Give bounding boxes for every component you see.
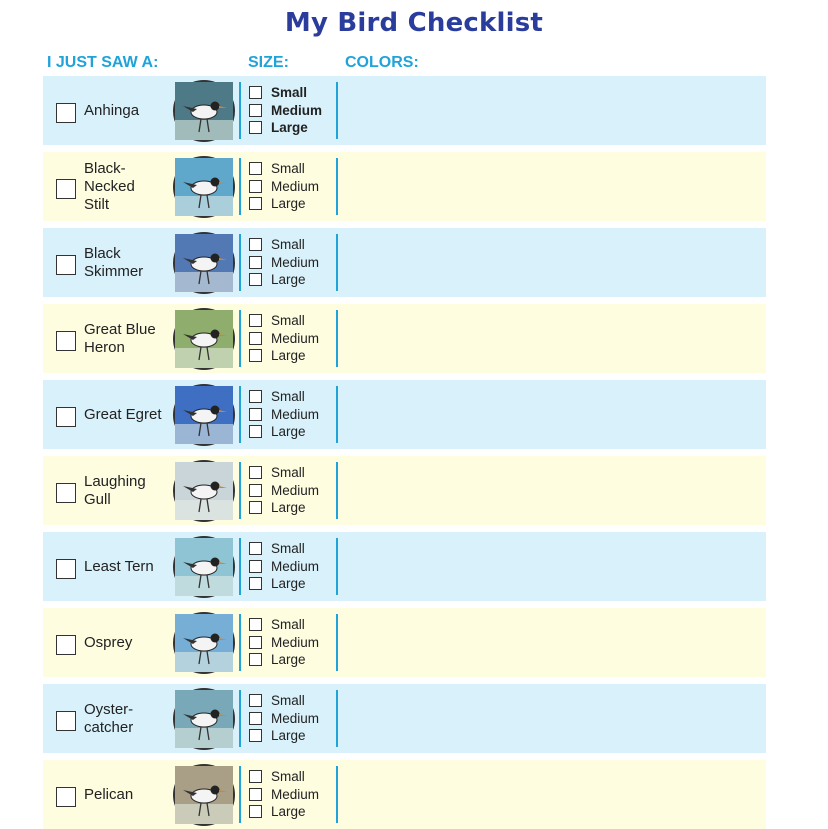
- header-size: SIZE:: [248, 54, 289, 71]
- bird-name: [84, 684, 172, 753]
- size-option-large[interactable]: [249, 727, 319, 745]
- bird-row: [43, 456, 766, 525]
- size-checkbox[interactable]: [249, 314, 262, 327]
- divider: [336, 690, 338, 747]
- black-skimmer-icon: [173, 232, 235, 294]
- bird-name: [84, 532, 172, 601]
- size-option-small[interactable]: [249, 464, 319, 482]
- size-option-small[interactable]: [249, 236, 319, 254]
- size-option-large[interactable]: [249, 347, 319, 365]
- bird-seen-checkbox[interactable]: [56, 179, 76, 199]
- colors-field[interactable]: [343, 456, 763, 525]
- divider: [336, 158, 338, 215]
- size-label: Small: [271, 769, 305, 785]
- size-options: [249, 236, 319, 289]
- size-options: [249, 388, 319, 441]
- size-label: Small: [271, 617, 305, 633]
- size-checkbox[interactable]: [249, 256, 262, 269]
- size-label: Medium: [271, 558, 320, 574]
- size-checkbox[interactable]: [249, 162, 262, 175]
- bird-name-text: Osprey: [84, 633, 133, 651]
- size-checkbox[interactable]: [249, 121, 262, 134]
- bird-row: [43, 152, 766, 221]
- bird-row: [43, 76, 766, 145]
- size-checkbox[interactable]: [249, 238, 262, 251]
- osprey-icon: [173, 612, 235, 674]
- size-label: Small: [271, 237, 305, 253]
- size-option-medium[interactable]: [249, 102, 322, 120]
- size-checkbox[interactable]: [249, 560, 262, 573]
- size-options: [249, 616, 319, 669]
- size-label: Medium: [271, 634, 320, 650]
- size-label: Large: [271, 728, 306, 744]
- size-option-small[interactable]: [249, 692, 319, 710]
- size-checkbox[interactable]: [249, 770, 262, 783]
- divider: [336, 386, 338, 443]
- bird-name-text: Black Skimmer: [84, 244, 144, 280]
- size-label: Large: [271, 196, 306, 212]
- bird-row: [43, 760, 766, 829]
- bird-name: [84, 304, 172, 373]
- bird-row: [43, 304, 766, 373]
- colors-field[interactable]: [343, 608, 763, 677]
- divider: [239, 690, 241, 747]
- size-label: Medium: [271, 102, 323, 118]
- size-label: Small: [271, 693, 305, 709]
- bird-row: [43, 684, 766, 753]
- size-label: Small: [271, 465, 305, 481]
- bird-name: [84, 608, 172, 677]
- size-label: Medium: [271, 254, 320, 270]
- size-label: Small: [271, 541, 305, 557]
- size-option-medium[interactable]: [249, 254, 319, 272]
- divider: [336, 538, 338, 595]
- colors-field[interactable]: [343, 684, 763, 753]
- size-checkbox[interactable]: [249, 712, 262, 725]
- size-options: [249, 160, 319, 213]
- size-option-small[interactable]: [249, 312, 319, 330]
- colors-field[interactable]: [343, 152, 763, 221]
- size-checkbox[interactable]: [249, 501, 262, 514]
- bird-seen-checkbox[interactable]: [56, 483, 76, 503]
- size-label: Small: [271, 161, 305, 177]
- colors-field[interactable]: [343, 76, 763, 145]
- header-colors: COLORS:: [345, 54, 419, 71]
- size-options: [249, 692, 319, 745]
- bird-name-text: Pelican: [84, 785, 134, 803]
- size-label: Large: [271, 272, 306, 288]
- bird-name: [84, 76, 172, 145]
- divider: [239, 386, 241, 443]
- colors-field[interactable]: [343, 228, 763, 297]
- size-label: Large: [271, 576, 306, 592]
- size-option-small[interactable]: [249, 768, 319, 786]
- size-option-small[interactable]: [249, 84, 322, 102]
- divider: [336, 462, 338, 519]
- bird-seen-checkbox[interactable]: [56, 407, 76, 427]
- size-checkbox[interactable]: [249, 273, 262, 286]
- divider: [336, 766, 338, 823]
- least-tern-icon: [173, 536, 235, 598]
- size-option-small[interactable]: [249, 388, 319, 406]
- bird-name-text: Black- Necked Stilt: [84, 159, 135, 213]
- divider: [239, 82, 241, 139]
- size-checkbox[interactable]: [249, 618, 262, 631]
- size-label: Small: [271, 389, 305, 405]
- divider: [239, 538, 241, 595]
- size-option-medium[interactable]: [249, 786, 319, 804]
- anhinga-icon: [173, 80, 235, 142]
- size-checkbox[interactable]: [249, 390, 262, 403]
- size-options: [249, 540, 319, 593]
- size-checkbox[interactable]: [249, 197, 262, 210]
- bird-name: [84, 152, 172, 221]
- laughing-gull-icon: [173, 460, 235, 522]
- size-option-small[interactable]: [249, 160, 319, 178]
- size-label: Medium: [271, 178, 320, 194]
- size-label: Large: [271, 120, 308, 136]
- size-option-medium[interactable]: [249, 634, 319, 652]
- bird-name: [84, 456, 172, 525]
- size-option-large[interactable]: [249, 119, 322, 137]
- size-checkbox[interactable]: [249, 104, 262, 117]
- bird-row: [43, 532, 766, 601]
- colors-field[interactable]: [343, 532, 763, 601]
- size-option-large[interactable]: [249, 195, 319, 213]
- size-checkbox[interactable]: [249, 180, 262, 193]
- size-label: Medium: [271, 406, 320, 422]
- bird-row: [43, 228, 766, 297]
- bird-seen-checkbox[interactable]: [56, 255, 76, 275]
- size-options: [249, 312, 319, 365]
- size-checkbox[interactable]: [249, 332, 262, 345]
- size-label: Large: [271, 348, 306, 364]
- bird-name: [84, 760, 172, 829]
- size-checkbox[interactable]: [249, 466, 262, 479]
- bird-seen-checkbox[interactable]: [56, 559, 76, 579]
- bird-name-text: Laughing Gull: [84, 472, 146, 508]
- divider: [239, 614, 241, 671]
- size-option-large[interactable]: [249, 499, 319, 517]
- size-option-medium[interactable]: [249, 710, 319, 728]
- bird-seen-checkbox[interactable]: [56, 331, 76, 351]
- great-egret-icon: [173, 384, 235, 446]
- size-label: Medium: [271, 710, 320, 726]
- divider: [239, 158, 241, 215]
- size-option-large[interactable]: [249, 803, 319, 821]
- size-checkbox[interactable]: [249, 788, 262, 801]
- divider: [336, 614, 338, 671]
- size-checkbox[interactable]: [249, 636, 262, 649]
- size-checkbox[interactable]: [249, 653, 262, 666]
- size-checkbox[interactable]: [249, 86, 262, 99]
- size-label: Large: [271, 500, 306, 516]
- size-checkbox[interactable]: [249, 729, 262, 742]
- colors-field[interactable]: [343, 304, 763, 373]
- divider: [336, 82, 338, 139]
- size-option-small[interactable]: [249, 616, 319, 634]
- size-option-small[interactable]: [249, 540, 319, 558]
- size-option-medium[interactable]: [249, 482, 319, 500]
- size-checkbox[interactable]: [249, 484, 262, 497]
- size-label: Medium: [271, 786, 320, 802]
- divider: [239, 766, 241, 823]
- bird-name: [84, 380, 172, 449]
- header-i-just-saw: I JUST SAW A:: [47, 54, 159, 71]
- size-option-large[interactable]: [249, 651, 319, 669]
- oystercatcher-icon: [173, 688, 235, 750]
- bird-row: [43, 608, 766, 677]
- size-checkbox[interactable]: [249, 577, 262, 590]
- bird-name-text: Oyster- catcher: [84, 700, 134, 736]
- size-label: Large: [271, 424, 306, 440]
- size-options: [249, 768, 319, 821]
- divider: [239, 234, 241, 291]
- size-label: Small: [271, 313, 305, 329]
- size-checkbox[interactable]: [249, 694, 262, 707]
- bird-name-text: Anhinga: [84, 101, 140, 119]
- size-label: Large: [271, 652, 306, 668]
- bird-name-text: Least Tern: [84, 557, 154, 575]
- size-checkbox[interactable]: [249, 805, 262, 818]
- pelican-icon: [173, 764, 235, 826]
- size-option-large[interactable]: [249, 575, 319, 593]
- bird-seen-checkbox[interactable]: [56, 787, 76, 807]
- size-option-medium[interactable]: [249, 178, 319, 196]
- divider: [336, 234, 338, 291]
- bird-seen-checkbox[interactable]: [56, 635, 76, 655]
- size-option-medium[interactable]: [249, 330, 319, 348]
- size-checkbox[interactable]: [249, 349, 262, 362]
- bird-name-text: Great Blue Heron: [84, 320, 156, 356]
- divider: [239, 310, 241, 367]
- bird-seen-checkbox[interactable]: [56, 711, 76, 731]
- colors-field[interactable]: [343, 380, 763, 449]
- colors-field[interactable]: [343, 760, 763, 829]
- size-checkbox[interactable]: [249, 542, 262, 555]
- size-label: Large: [271, 804, 306, 820]
- size-checkbox[interactable]: [249, 425, 262, 438]
- bird-seen-checkbox[interactable]: [56, 103, 76, 123]
- size-label: Medium: [271, 330, 320, 346]
- size-label: Small: [271, 85, 308, 101]
- size-options: [249, 84, 322, 137]
- size-checkbox[interactable]: [249, 408, 262, 421]
- size-options: [249, 464, 319, 517]
- great-blue-heron-icon: [173, 308, 235, 370]
- divider: [239, 462, 241, 519]
- size-option-large[interactable]: [249, 271, 319, 289]
- size-label: Medium: [271, 482, 320, 498]
- page-title: My Bird Checklist: [284, 8, 544, 38]
- divider: [336, 310, 338, 367]
- size-option-large[interactable]: [249, 423, 319, 441]
- bird-name: [84, 228, 172, 297]
- size-option-medium[interactable]: [249, 558, 319, 576]
- size-option-medium[interactable]: [249, 406, 319, 424]
- black-necked-stilt-icon: [173, 156, 235, 218]
- bird-name-text: Great Egret: [84, 405, 162, 423]
- bird-row: [43, 380, 766, 449]
